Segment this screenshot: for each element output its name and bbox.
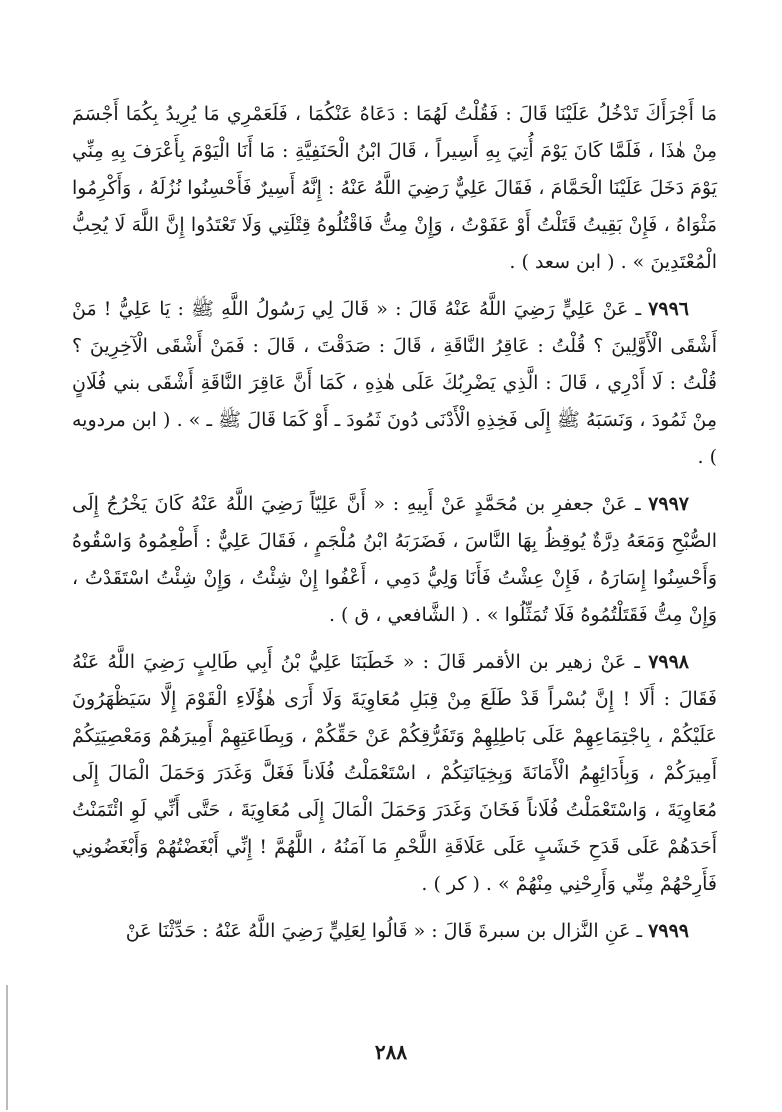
paragraph-text: ـ عَنْ زهير بن الأقمر قَالَ : « خَطَبَنَا عَلِيُّ بْنُ أَبِي طَالِبٍ رَضِيَ اللَّهُ عَنْهُ فَقَالَ : أَلَا ! إِنَّ بُسْراً قَدْ طَلَعَ مِنْ قِبَلِ مُعَاوِيَةَ وَلَا أَرَى هٰؤُلَاءِ الْقَوْمَ إِلَّا سَيَظْهَرُونَ عَلَيْكُمْ ، بِاجْتِمَاعِهِمْ عَلَى بَاطِلِهِمْ وَتَفَرُّقِكُمْ عَنْ حَقِّكُمْ ، وَبِطَاعَتِهِمْ أَمِيرَهُمْ وَمَعْصِيَتِكُمْ أَمِيرَكُمْ ، وَبِأَدَائِهِمُ الْأَمَانَةَ وَبِخِيَانَتِكُمْ ، اسْتَعْمَلْتُ فُلَاناً فَغَلَّ وَغَدَرَ وَحَمَلَ الْمَالَ إِلَى مُعَاوِيَةَ ، وَاسْتَعْمَلْتُ فُلَاناً فَخَانَ وَغَدَرَ وَحَمَلَ الْمَالَ إِلَى مُعَاوِيَةَ ، حَتَّى أَنِّي لَوِ ائْتَمَنْتُ أَحَدَهُمْ عَلَى قَدَحِ خَشَبٍ عَلَى عَلَاقَةِ اللَّحْمِ مَا آمَنُهُ ، اللَّهُمَّ ! إِنِّي أَبْغَضْتُهُمْ وَأَبْغَضُونِي فَأَرِحْهُمْ مِنِّي وَأَرِحْنِي مِنْهُمْ » . ( كر ) .: [72, 651, 718, 895]
paragraph-text: ـ عَنْ جعفرِ بن مُحَمَّدٍ عَنْ أَبِيهِ : « أَنَّ عَلِيّاً رَضِيَ اللَّهُ عَنْهُ كَانَ يَخْرُجُ إِلَى الصُّبْحِ وَمَعَهُ دِرَّةٌ يُوقِظُ بِهَا النَّاسَ ، فَضَرَبَهُ ابْنُ مُلْجَمٍ ، فَقَالَ عَلِيٌّ : أَطْعِمُوهُ وَاسْقُوهُ وَأَحْسِنُوا إِسَارَهُ ، فَإِنْ عِشْتُ فَأَنَا وَلِيُّ دَمِي ، أَعْفُوا إِنْ شِئْتُ ، وَإِنْ شِئْتُ اسْتَقَدْتُ ، وَإِنْ مِتُّ فَقَتَلْتُمُوهُ فَلَا تُمَثِّلُوا » . ( الشَّافعي ، ق ) .: [72, 493, 717, 626]
page-number: ٢٨٨: [374, 1040, 408, 1064]
paragraph-text: ـ عَنِ النَّزال بن سبرةَ قَالَ : « قَالُوا لِعَلِيٍّ رَضِيَ اللَّهُ عَنْهُ : حَدِّثْنَا عَنْ: [125, 920, 643, 942]
hadith-7997: [72, 486, 717, 634]
paragraph-text: مَا أَجْرَأَكَ تَدْخُلُ عَلَيْنَا قَالَ : فَقُلْتُ لَهُمَا : دَعَاهُ عَنْكُمَا ، فَلَعَمْرِي مَا يُرِيدُ بِكُمَا أَجْسَمَ مِنْ هٰذَا ، فَلَمَّا كَانَ يَوْمَ أُتِيَ بِهِ أَسِيراً ، قَالَ ابْنُ الْحَنَفِيَّةِ : مَا أَنَا الْيَوْمَ بِأَعْرَفَ بِهِ مِنِّي يَوْمَ دَخَلَ عَلَيْنَا الْحَمَّامَ ، فَقَالَ عَلِيٌّ رَضِيَ اللَّهُ عَنْهُ : إِنَّهُ أَسِيرٌ فَأَحْسِنُوا نُزُلَهُ ، وَأَكْرِمُوا مَثْوَاهُ ، فَإِنْ بَقِيتُ قَتَلْتُ أَوْ عَفَوْتُ ، وَإِنْ مِتُّ فَاقْتُلُوهُ قِتْلَتِي وَلَا تَعْتَدُوا إِنَّ اللَّهَ لَا يُحِبُّ الْمُعْتَدِينَ » . ( ابن سعد ) .: [72, 103, 717, 273]
scan-edge-line: [6, 985, 8, 1110]
hadith-number: ٧٩٩٩: [648, 920, 689, 942]
hadith-7996: [72, 291, 717, 476]
hadith-7998: [72, 644, 717, 903]
hadith-number: ٧٩٩٧: [648, 493, 689, 515]
hadith-7999: [72, 913, 717, 950]
paragraph-text: ـ عَنْ عَلِيٍّ رَضِيَ اللَّهُ عَنْهُ قَالَ : « قَالَ لِي رَسُولُ اللَّهِ ﷺ : يَا عَلِيُّ ! مَنْ أَشْقَى الْأَوَّلِينَ ؟ قُلْتُ : عَاقِرُ النَّاقَةِ ، قَالَ : صَدَقْتَ ، قَالَ : فَمَنْ أَشْقَى الْآخِرِينَ ؟ قُلْتُ : لَا أَدْرِي ، قَالَ : الَّذِي يَضْرِبُكَ عَلَى هٰذِهِ ، كَمَا أَنَّ عَاقِرَ النَّاقَةِ أَشْقَى بني فُلَانٍ مِنْ ثَمُودَ ، وَنَسَبَهُ ﷺ إِلَى فَخِذِهِ الْأَدْنَى دُونَ ثَمُودَ ـ أَوْ كَمَا قَالَ ﷺ ـ » . ( ابن مردويه ) .: [72, 298, 718, 468]
hadith-number: ٧٩٩٨: [648, 651, 690, 673]
document-body: [72, 96, 717, 950]
hadith-number: ٧٩٩٦: [648, 298, 689, 320]
paragraph-continuation: [72, 96, 717, 281]
